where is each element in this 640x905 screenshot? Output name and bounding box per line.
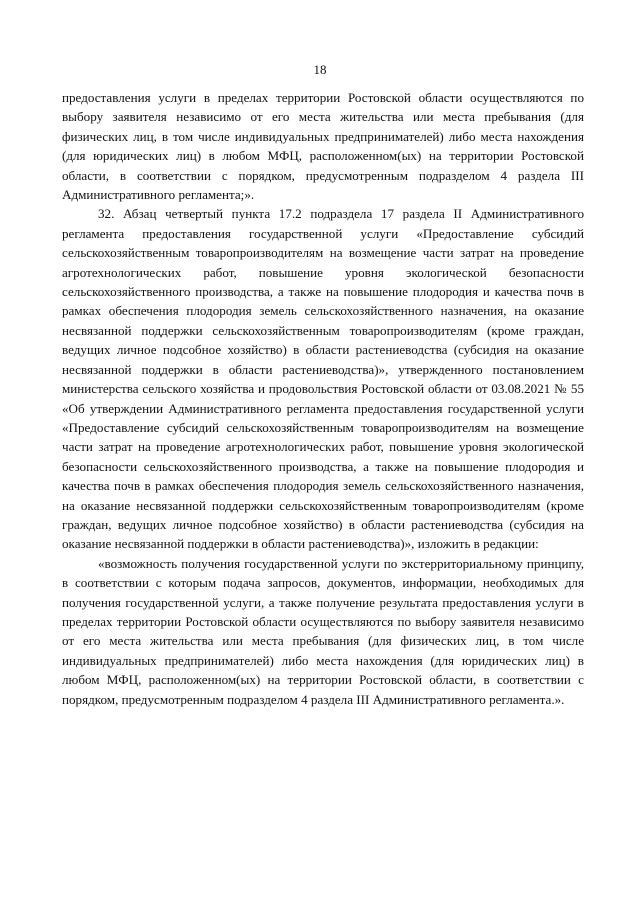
page-number: 18 xyxy=(313,62,327,77)
paragraph-item-32: 32. Абзац четвертый пункта 17.2 подраздела 17 раздела II Административного регламента предоставления государственной услуги «Предоставление субсидий сельскохозяйственным товаропроизводителям на возмещение части затрат на проведение агротехнологических работ, повышение уровня экологической безопасности сельскохозяйственного производства, а также на повышение плодородия и качества почв в рамках обеспечения плодородия земель сельскохозяйственного назначения, на оказание несвязанной поддержки сельскохозяйственным товаропроизводителям (кроме граждан, ведущих личное подсобное хозяйство) в области растениеводства (субсидия на оказание несвязанной поддержки в области растениеводства)», утвержденного постановлением министерства сельского хозяйства и продовольствия Ростовской области от 03.08.2021 № 55 «Об утверждении Административного регламента предоставления государственной услуги «Предоставление субсидий сельскохозяйственным товаропроизводителям на возмещение части затрат на проведение агротехнологических работ, повышение уровня экологической безопасности сельскохозяйственного производства, а также на повышение плодородия и качества почв в рамках обеспечения плодородия земель сельскохозяйственного назначения, на оказание несвязанной поддержки сельскохозяйственным товаропроизводителям (кроме граждан, ведущих личное подсобное хозяйство) в области растениеводства (субсидия на оказание несвязанной поддержки в области растениеводства)», изложить в редакции: xyxy=(62,206,584,552)
paragraph-continuation: предоставления услуги в пределах территории Ростовской области осуществляются по выбору заявителя независимо от его места жительства или места пребывания (для физических лиц, в том числе индивидуальных предпринимателей) либо места нахождения (для юридических лиц) в любом МФЦ, расположенном(ых) на территории Ростовской области, в соответствии с порядком, предусмотренным подразделом 4 раздела III Административного регламента;». xyxy=(62,90,584,203)
paragraph-new-wording: «возможность получения государственной услуги по экстерриториальному принципу, в соответствии с которым подача запросов, документов, информации, необходимых для получения государственной услуги, а также получение результата предоставления услуги в пределах территории Ростовской области осуществляются по выбору заявителя независимо от его места жительства или места пребывания (для физических лиц, в том числе индивидуальных предпринимателей) либо места нахождения (для юридических лиц) в любом МФЦ, расположенном(ых) на территории Ростовской области, в соответствии с порядком, предусмотренным подразделом 4 раздела III Административного регламента.». xyxy=(62,555,584,707)
document-body xyxy=(62,88,584,709)
